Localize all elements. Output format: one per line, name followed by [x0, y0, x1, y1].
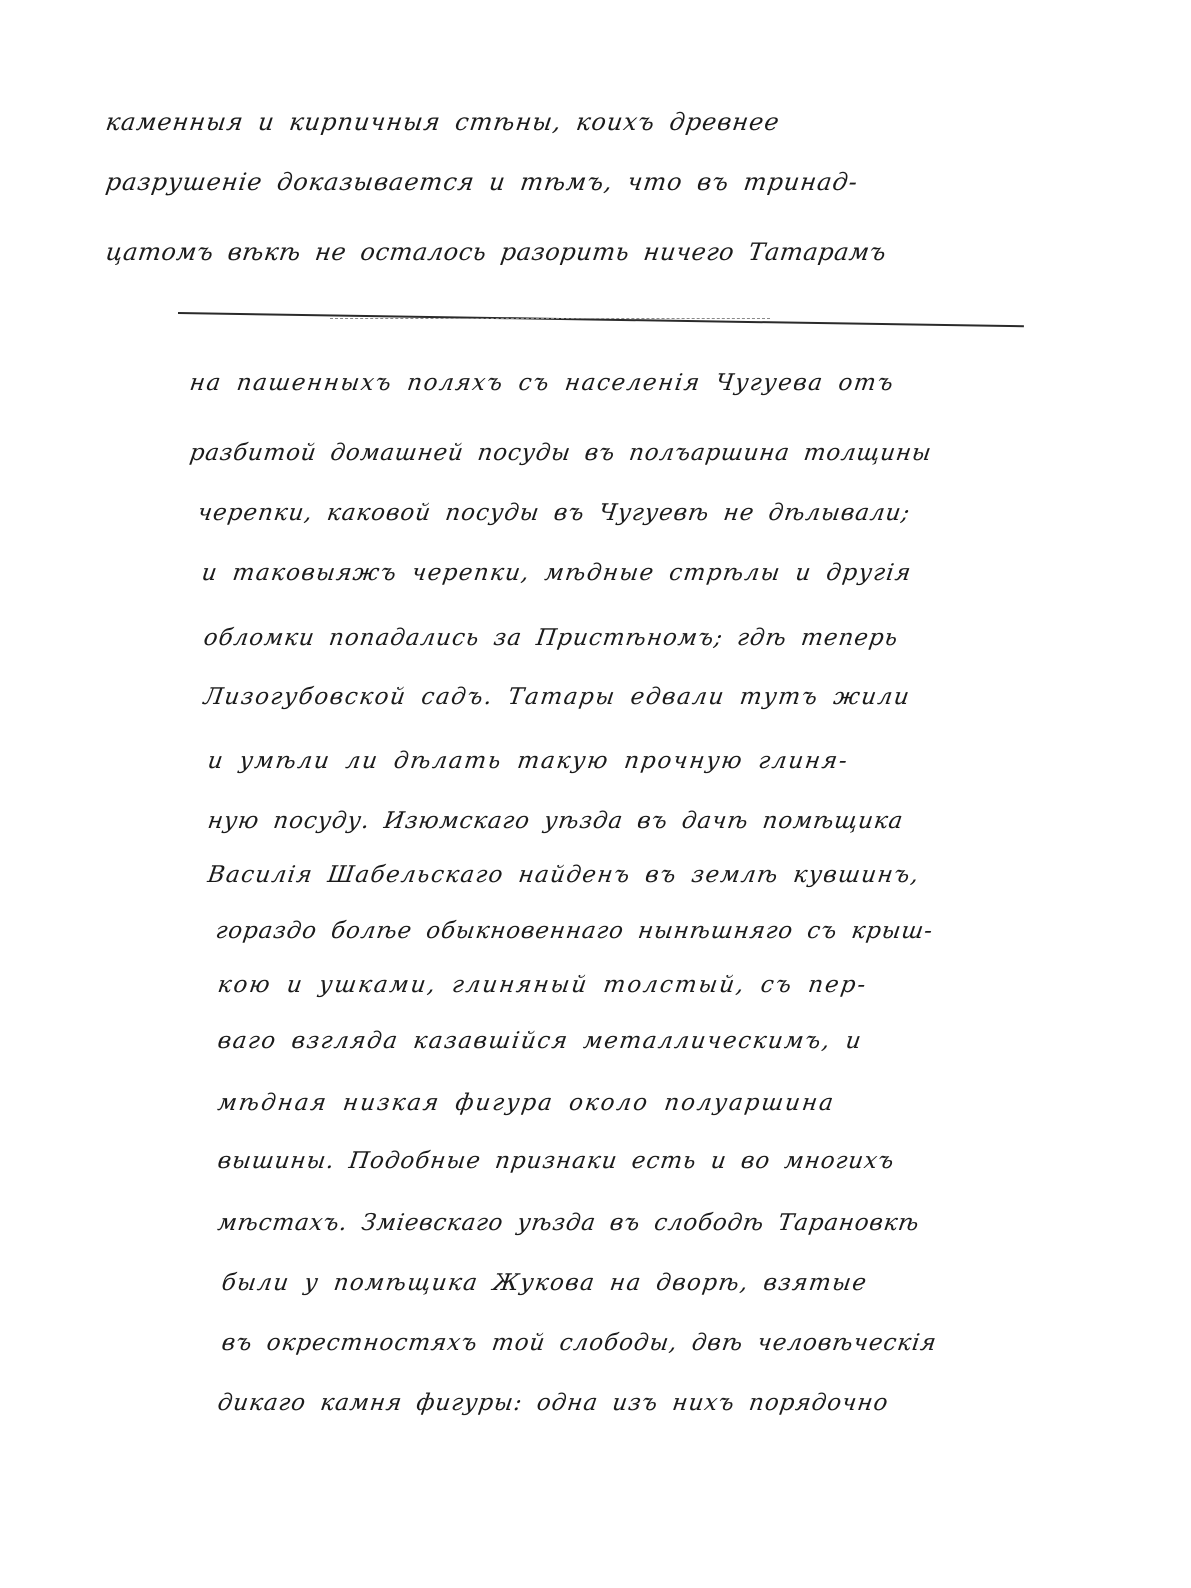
divider-rule	[178, 312, 1024, 327]
manuscript-line: разбитой домашней посуды въ полъаршина толщины	[188, 440, 934, 466]
manuscript-line: ваго взгляда казавшійся металлическимъ, и	[216, 1028, 865, 1054]
manuscript-line: вышины. Подобные признаки есть и во многихъ	[216, 1148, 897, 1174]
manuscript-line: разрушеніе доказывается и тѣмъ, что въ тринад-	[104, 168, 860, 196]
manuscript-line: Лизогубовской садъ. Татары едвали тутъ жили	[202, 684, 913, 710]
manuscript-line: кою и ушками, глиняный толстый, съ пер-	[216, 972, 870, 998]
manuscript-line: обломки попадались за Пристѣномъ; гдѣ теперь	[202, 625, 901, 651]
manuscript-line: каменныя и кирпичныя стѣны, коихъ древнее	[104, 108, 782, 136]
manuscript-line: мѣдная низкая фигура около полуаршина	[216, 1090, 837, 1116]
manuscript-line: Василія Шабельскаго найденъ въ землѣ кувшинъ,	[206, 862, 922, 888]
manuscript-line: были у помѣщика Жукова на дворѣ, взятые	[220, 1270, 870, 1296]
manuscript-line: гораздо болѣе обыкновеннаго нынѣшняго съ крыш-	[214, 918, 935, 944]
manuscript-line: и таковыяжъ черепки, мѣдные стрѣлы и другія	[200, 560, 914, 586]
manuscript-line: ную посуду. Изюмскаго уѣзда въ дачѣ помѣщика	[206, 808, 906, 834]
manuscript-line: въ окрестностяхъ той слободы, двѣ человѣческія	[220, 1330, 939, 1356]
divider-rule-faint	[330, 318, 770, 319]
manuscript-line: на пашенныхъ поляхъ съ населенія Чугуева отъ	[188, 370, 897, 396]
manuscript-line: цатомъ вѣкѣ не осталось разорить ничего Татарамъ	[104, 238, 889, 266]
manuscript-line: и умѣли ли дѣлать такую прочную глиня-	[206, 748, 851, 774]
manuscript-line: дикаго камня фигуры: одна изъ нихъ порядочно	[216, 1390, 891, 1416]
manuscript-line: черепки, каковой посуды въ Чугуевѣ не дѣлывали;	[196, 500, 913, 526]
manuscript-line: мѣстахъ. Змiевскаго уѣзда въ слободѣ Тарановкѣ	[216, 1210, 922, 1236]
